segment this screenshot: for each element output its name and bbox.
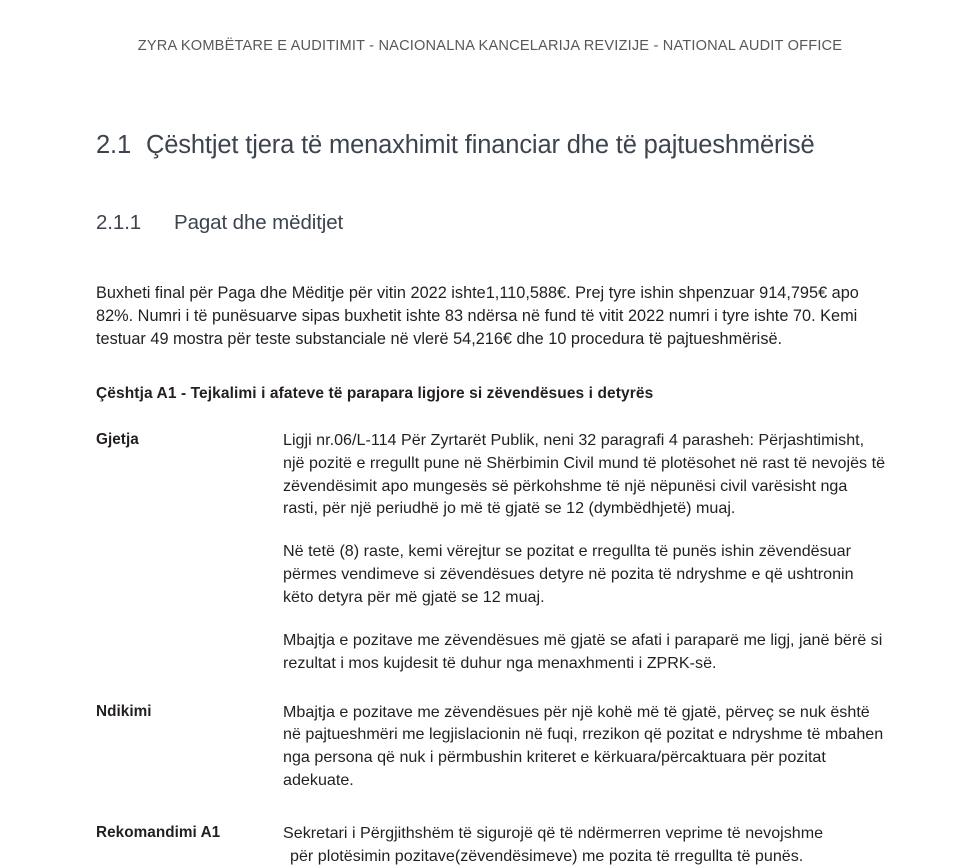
impact-row (96, 701, 886, 792)
subsection-number: 2.1.1 (96, 210, 142, 234)
impact-body (283, 701, 886, 792)
impact-label: Ndikimi (96, 702, 152, 720)
document-content (96, 130, 886, 868)
finding-paragraph-2: Në tetë (8) raste, kemi vërejtur se pozitat e rregullta të punës ishin zëvendësuar përmes vendimeve si zëvendësues detyre në pozita të ndryshme e që ushtronin këto detyra për më gjatë se 12 muaj. (283, 542, 854, 606)
intro-paragraph: Buxheti final për Paga dhe Mëditje për vitin 2022 ishte1,110,588€. Prej tyre ishin shpenzuar 914,795€ apo 82%. Numri i të punësuarve sipas buxhetit ishte 83 ndërsa në fund të vitit 2022 numri i tyre ishte 70. Kemi testuar 49 mostra për teste substanciale në vlerë 54,216€ dhe 10 procedura të pajtueshmërisë. (96, 283, 859, 348)
section-title: Çështjet tjera të menaxhimit financiar dhe të pajtueshmërisë (146, 131, 815, 159)
section-heading (96, 130, 886, 162)
recommendation-line-1: Sekretari i Përgjithshëm të sigurojë që të ndërmerren veprime të nevojshme (283, 823, 824, 842)
subsection-heading (96, 210, 886, 236)
finding-label: Gjetja (96, 430, 139, 448)
finding-paragraph-3: Mbajtja e pozitave me zëvendësues më gjatë se afati i paraparë me ligj, janë bërë si rezultat i mos kujdesit të duhur nga menaxhmenti i ZPRK-së. (283, 630, 883, 672)
running-header: ZYRA KOMBËTARE E AUDITIMIT - NACIONALNA KANCELARIJA REVIZIJE - NATIONAL AUDIT OFFICE (137, 38, 843, 54)
finding-body (283, 429, 886, 675)
impact-paragraph-1: Mbajtja e pozitave me zëvendësues për një kohë më të gjatë, përveç se nuk është në pajtueshmëri me legjislacionin në fuqi, rrezikon që pozitat e ndryshme të mbahen nga persona që nuk i përmbushin kriteret e kërkuara/përcaktuara për pozitat adekuate. (283, 702, 884, 790)
section-number: 2.1 (96, 131, 131, 159)
recommendation-label: Rekomandimi A1 (96, 823, 221, 841)
finding-row (96, 429, 886, 675)
issue-title: Çështja A1 - Tejkalimi i afateve të parapara ligjore si zëvendësues i detyrës (96, 384, 654, 402)
finding-paragraph-1: Ligji nr.06/L-114 Për Zyrtarët Publik, neni 32 paragrafi 4 parasheh: Përjashtimisht, një pozitë e rregullt pune në Shërbimin Civil mund të plotësohet në rast të nevojës të zëvendësimit apo mungesës së përkohshme të një nëpunësi civil varësisht nga rasti, për një periudhë jo më të gjatë se 12 (dymbëdhjetë) muaj. (283, 430, 886, 518)
subsection-title: Pagat dhe mëditjet (174, 210, 344, 234)
recommendation-line-2: për plotësimin pozitave(zëvendësimeve) me pozita të rregullta të punës. (290, 846, 804, 865)
